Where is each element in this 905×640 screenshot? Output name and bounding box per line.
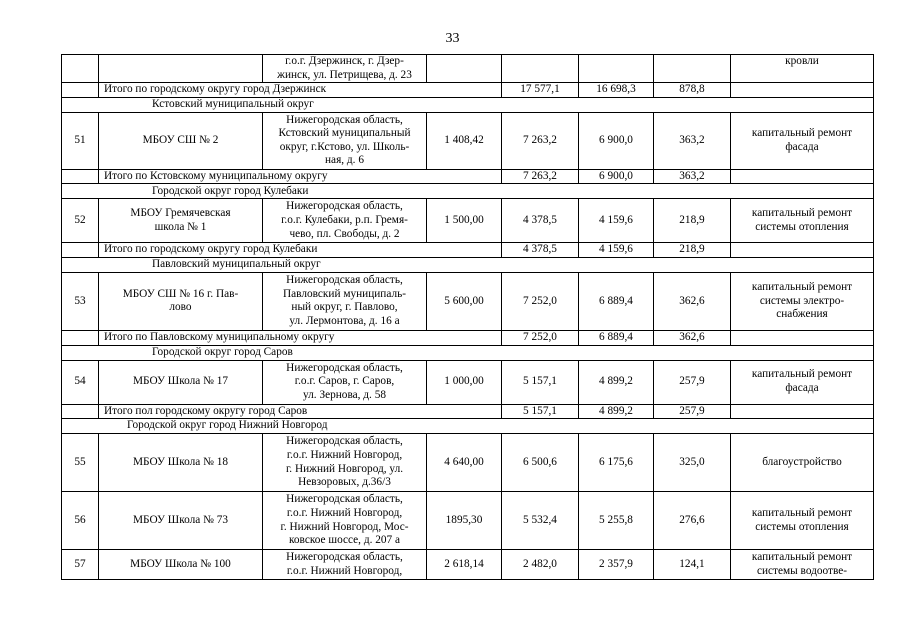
cell-total: 5 532,4 bbox=[502, 492, 579, 550]
cell-works bbox=[731, 169, 874, 184]
cell-address: Нижегородская область, г.о.г. Кулебаки, р.п. Гремя- чево, пл. Свободы, д. 2 bbox=[263, 199, 427, 243]
subtotal-label: Итого пол городскому округу город Саров bbox=[99, 404, 502, 419]
cell-local: 124,1 bbox=[654, 550, 731, 580]
cell-area: 1 408,42 bbox=[427, 112, 502, 169]
cell-total: 2 482,0 bbox=[502, 550, 579, 580]
cell-total: 4 378,5 bbox=[502, 199, 579, 243]
subtotal-row bbox=[62, 404, 874, 419]
cell-regional: 4 899,2 bbox=[579, 360, 654, 404]
cell-local: 363,2 bbox=[654, 112, 731, 169]
cell-area: 1 500,00 bbox=[427, 199, 502, 243]
cell-local: 363,2 bbox=[654, 169, 731, 184]
subtotal-label: Итого по Кстовскому муниципальному округу bbox=[99, 169, 502, 184]
cell-regional: 6 889,4 bbox=[579, 330, 654, 345]
cell-num: 53 bbox=[62, 272, 99, 330]
section-heading: Городской округ город Саров bbox=[62, 345, 874, 360]
cell-area: 1895,30 bbox=[427, 492, 502, 550]
section-heading: Городской округ город Нижний Новгород bbox=[62, 419, 874, 434]
section-row bbox=[62, 257, 874, 272]
cell-regional bbox=[579, 55, 654, 83]
cell-name: МБОУ СШ № 16 г. Пав- лово bbox=[99, 272, 263, 330]
cell-works: кровли bbox=[731, 55, 874, 83]
cell-num: 52 bbox=[62, 199, 99, 243]
cell-total: 5 157,1 bbox=[502, 404, 579, 419]
section-row bbox=[62, 419, 874, 434]
cell-name: МБОУ Гремячевская школа № 1 bbox=[99, 199, 263, 243]
cell-num bbox=[62, 55, 99, 83]
cell-local: 257,9 bbox=[654, 404, 731, 419]
cell-works bbox=[731, 330, 874, 345]
subtotal-row bbox=[62, 169, 874, 184]
cell-works bbox=[731, 404, 874, 419]
cell-regional: 6 175,6 bbox=[579, 434, 654, 492]
cell-num bbox=[62, 83, 99, 98]
cell-local: 276,6 bbox=[654, 492, 731, 550]
cell-num bbox=[62, 169, 99, 184]
cell-works bbox=[731, 243, 874, 258]
cell-total: 7 252,0 bbox=[502, 330, 579, 345]
cell-local: 878,8 bbox=[654, 83, 731, 98]
cell-name: МБОУ Школа № 100 bbox=[99, 550, 263, 580]
page-number: 33 bbox=[445, 31, 460, 46]
cell-num: 57 bbox=[62, 550, 99, 580]
subtotal-row bbox=[62, 243, 874, 258]
cell-name: МБОУ Школа № 17 bbox=[99, 360, 263, 404]
section-row bbox=[62, 184, 874, 199]
cell-regional: 4 899,2 bbox=[579, 404, 654, 419]
table-row bbox=[62, 112, 874, 169]
cell-total: 4 378,5 bbox=[502, 243, 579, 258]
section-heading: Городской округ город Кулебаки bbox=[62, 184, 874, 199]
cell-area: 2 618,14 bbox=[427, 550, 502, 580]
cell-area: 1 000,00 bbox=[427, 360, 502, 404]
cell-total: 7 263,2 bbox=[502, 169, 579, 184]
cell-address: Нижегородская область, Павловский муниципаль- ный округ, г. Павлово, ул. Лермонтова, д. 16 а bbox=[263, 272, 427, 330]
cell-area: 4 640,00 bbox=[427, 434, 502, 492]
cell-local: 362,6 bbox=[654, 272, 731, 330]
cell-total bbox=[502, 55, 579, 83]
cell-name: МБОУ СШ № 2 bbox=[99, 112, 263, 169]
cell-address: Нижегородская область, г.о.г. Саров, г. Саров, ул. Зернова, д. 58 bbox=[263, 360, 427, 404]
table-row bbox=[62, 550, 874, 580]
table-row bbox=[62, 199, 874, 243]
subtotal-row bbox=[62, 83, 874, 98]
cell-local: 218,9 bbox=[654, 199, 731, 243]
cell-name: МБОУ Школа № 18 bbox=[99, 434, 263, 492]
cell-regional: 6 900,0 bbox=[579, 169, 654, 184]
subtotal-label: Итого по городскому округу город Дзержинск bbox=[99, 83, 502, 98]
table-row bbox=[62, 360, 874, 404]
cell-works: капитальный ремонт системы электро- снабжения bbox=[731, 272, 874, 330]
cell-regional: 6 889,4 bbox=[579, 272, 654, 330]
table-row bbox=[62, 492, 874, 550]
subtotal-label: Итого по Павловскому муниципальному округу bbox=[99, 330, 502, 345]
cell-name bbox=[99, 55, 263, 83]
cell-local: 325,0 bbox=[654, 434, 731, 492]
cell-regional: 16 698,3 bbox=[579, 83, 654, 98]
cell-address: Нижегородская область, г.о.г. Нижний Новгород, г. Нижний Новгород, ул. Невзоровых, д.36/3 bbox=[263, 434, 427, 492]
cell-local: 362,6 bbox=[654, 330, 731, 345]
cell-works bbox=[731, 83, 874, 98]
cell-area bbox=[427, 55, 502, 83]
funding-table bbox=[61, 54, 874, 580]
cell-num bbox=[62, 330, 99, 345]
table-row bbox=[62, 434, 874, 492]
cell-address: Нижегородская область, Кстовский муниципальный округ, г.Кстово, ул. Школь- ная, д. 6 bbox=[263, 112, 427, 169]
cell-total: 7 263,2 bbox=[502, 112, 579, 169]
cell-num: 56 bbox=[62, 492, 99, 550]
cell-num bbox=[62, 243, 99, 258]
cell-num: 54 bbox=[62, 360, 99, 404]
cell-address: г.о.г. Дзержинск, г. Дзер- жинск, ул. Петрищева, д. 23 bbox=[263, 55, 427, 83]
cell-works: капитальный ремонт системы отопления bbox=[731, 199, 874, 243]
cell-regional: 4 159,6 bbox=[579, 199, 654, 243]
cell-works: капитальный ремонт фасада bbox=[731, 360, 874, 404]
cell-address: Нижегородская область, г.о.г. Нижний Новгород, bbox=[263, 550, 427, 580]
cell-total: 5 157,1 bbox=[502, 360, 579, 404]
section-heading: Кстовский муниципальный округ bbox=[62, 97, 874, 112]
cell-total: 7 252,0 bbox=[502, 272, 579, 330]
cell-num bbox=[62, 404, 99, 419]
cell-area: 5 600,00 bbox=[427, 272, 502, 330]
cell-local bbox=[654, 55, 731, 83]
cell-regional: 4 159,6 bbox=[579, 243, 654, 258]
section-row bbox=[62, 97, 874, 112]
section-row bbox=[62, 345, 874, 360]
cell-num: 55 bbox=[62, 434, 99, 492]
cell-num: 51 bbox=[62, 112, 99, 169]
cell-works: капитальный ремонт фасада bbox=[731, 112, 874, 169]
cell-total: 6 500,6 bbox=[502, 434, 579, 492]
cell-regional: 2 357,9 bbox=[579, 550, 654, 580]
cell-regional: 6 900,0 bbox=[579, 112, 654, 169]
section-heading: Павловский муниципальный округ bbox=[62, 257, 874, 272]
cell-works: благоустройство bbox=[731, 434, 874, 492]
cell-local: 218,9 bbox=[654, 243, 731, 258]
subtotal-row bbox=[62, 330, 874, 345]
cell-regional: 5 255,8 bbox=[579, 492, 654, 550]
table-row bbox=[62, 272, 874, 330]
cell-address: Нижегородская область, г.о.г. Нижний Новгород, г. Нижний Новгород, Мос- ковское шоссе, д. 207 а bbox=[263, 492, 427, 550]
subtotal-label: Итого по городскому округу город Кулебаки bbox=[99, 243, 502, 258]
table-row bbox=[62, 55, 874, 83]
cell-works: капитальный ремонт системы водоотве- bbox=[731, 550, 874, 580]
cell-total: 17 577,1 bbox=[502, 83, 579, 98]
cell-works: капитальный ремонт системы отопления bbox=[731, 492, 874, 550]
cell-name: МБОУ Школа № 73 bbox=[99, 492, 263, 550]
cell-local: 257,9 bbox=[654, 360, 731, 404]
